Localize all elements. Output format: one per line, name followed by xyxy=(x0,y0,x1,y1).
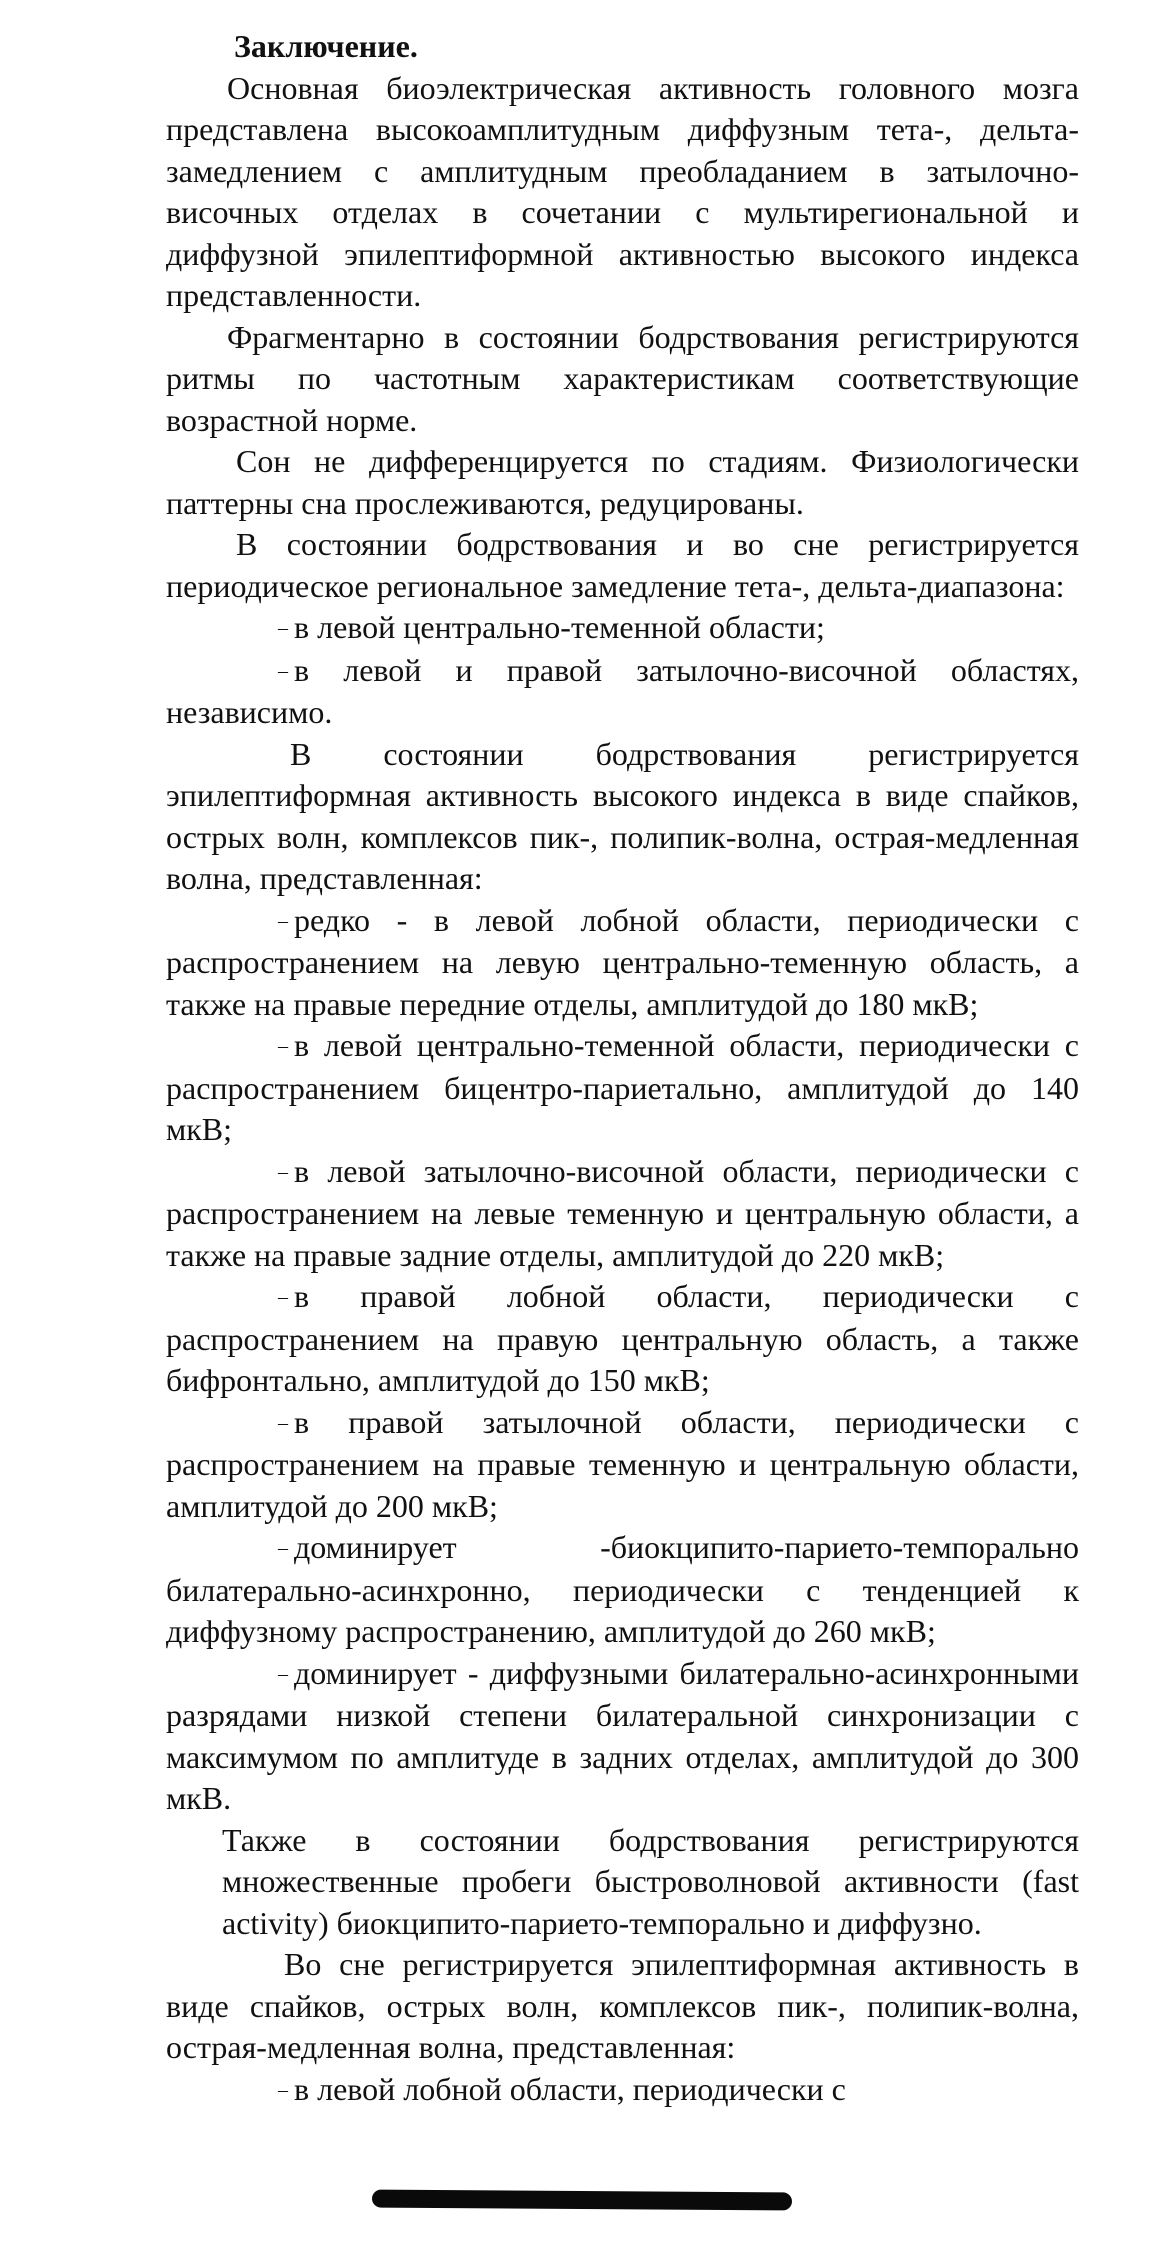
paragraph-regional-slowing: В состоянии бодрствования и во сне регистрируется периодическое региональное замедление тета-, дельта-диапазона: xyxy=(166,526,1079,604)
dash-bullet: – xyxy=(278,909,288,932)
list-item: – в левой и правой затылочно-височной областях, независимо. xyxy=(166,651,1079,730)
dash-bullet: – xyxy=(278,1662,288,1685)
paragraph-sleep-epileptiform: Во сне регистрируется эпилептиформная активность в виде спайков, острых волн, комплексов пик-, полипик-волна, острая-медленная волна, представленная: xyxy=(166,1946,1079,2065)
dash-bullet: – xyxy=(278,617,288,639)
list-item: – в левой затылочно-височной области, периодически с распространением на левые теменную и центральную области, а также на правые задние отделы, амплитудой до 220 мкВ; xyxy=(166,1152,1079,1273)
paragraph-wakefulness-rhythms: Фрагментарно в состоянии бодрствования регистрируются ритмы по частотным характеристикам соответствующие возрастной норме. xyxy=(166,318,1079,438)
paragraph-wake-epileptiform: В состоянии бодрствования регистрируется эпилептиформная активность высокого индекса в виде спайков, острых волн, комплексов пик-, полипик-волна, острая-медленная волна, представленная: xyxy=(166,735,1079,896)
paragraph-sleep-stages: Сон не дифференцируется по стадиям. Физиологически паттерны сна прослеживаются, редуцированы. xyxy=(166,443,1079,521)
dash-bullet: – xyxy=(278,1160,288,1183)
dash-bullet: – xyxy=(278,1286,288,1308)
dash-bullet: – xyxy=(278,1035,288,1057)
list-item: – редко - в левой лобной области, периодически с распространением на левую центрально-теменную область, а также на правые передние отделы, амплитудой до 180 мкВ; xyxy=(166,901,1079,1022)
paragraph-main-activity: Основная биоэлектрическая активность головного мозга представлена высокоамплитудным диффузным тета-, дельта-замедлением с амплитудным преобладанием в затылочно-височных отделах в сочетании с мультирегиональной и диффузной эпилептиформной активностью высокого индекса представленности. xyxy=(166,69,1079,313)
list-item: – в правой лобной области, периодически с распространением на правую центральную область, а также бифронтально, амплитудой до 150 мкВ; xyxy=(166,1278,1079,1398)
list-item: – в левой центрально-теменной области; xyxy=(166,607,1079,650)
document-heading: Заключение. xyxy=(234,28,418,64)
dash-bullet: – xyxy=(278,659,288,682)
list-item: – в левой центрально-теменной области, периодически с распространением бицентро-париетально, амплитудой до 140 мкВ; xyxy=(166,1027,1079,1147)
document-body xyxy=(166,26,1079,2111)
list-item: – доминирует -биокципито-парието-темпорально билатерально-асинхронно, периодически с тенденцией к диффузному распространению, амплитудой до 260 мкВ; xyxy=(166,1529,1079,1649)
list-item: – в левой лобной области, периодически с xyxy=(166,2069,1079,2112)
dash-bullet: – xyxy=(278,1537,288,1559)
dash-bullet: – xyxy=(278,2078,288,2101)
paragraph-fast-activity: Также в состоянии бодрствования регистрируются множественные пробеги быстроволновой активности (fast activity) биокципито-парието-темпорально и диффузно. xyxy=(222,1821,1079,1941)
redaction-mark xyxy=(372,2190,792,2211)
list-item: – доминирует - диффузными билатерально-асинхронными разрядами низкой степени билатеральной синхронизации с максимумом по амплитуде в задних отделах, амплитудой до 300 мкВ. xyxy=(166,1654,1079,1816)
dash-bullet: – xyxy=(278,1411,288,1434)
list-item: – в правой затылочной области, периодически с распространением на правые теменную и центральную области, амплитудой до 200 мкВ; xyxy=(166,1403,1079,1524)
